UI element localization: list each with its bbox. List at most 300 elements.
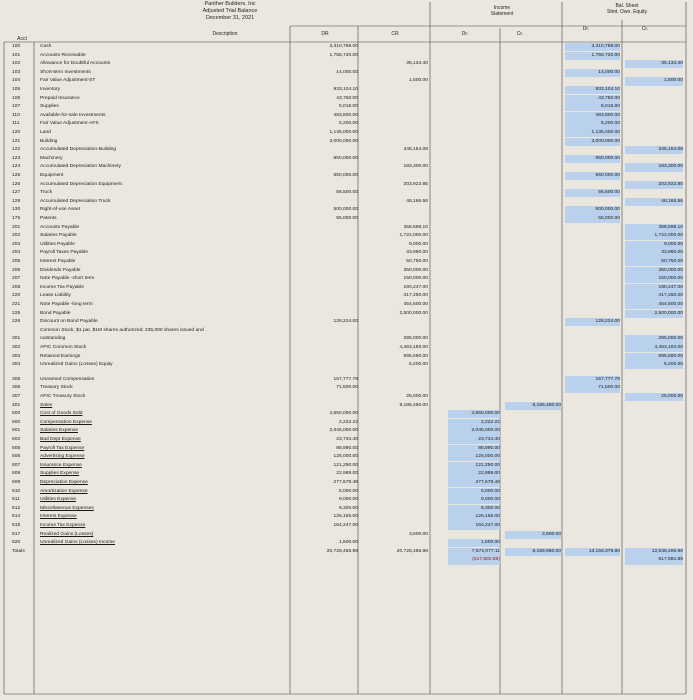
cell-cr: 1,500.00 (408, 78, 428, 84)
cell-bscr: 35,134.40 (625, 60, 683, 68)
table-row (0, 410, 693, 418)
cell-dr: 2,222.22 (338, 419, 358, 425)
cell-desc: Patents (40, 216, 57, 221)
report-date: December 31, 2021 (205, 15, 255, 21)
cell-acct: 301 (12, 336, 21, 342)
table-row (0, 275, 693, 283)
cell-bscr: 12,538,496.98 (625, 548, 683, 556)
table-row (0, 445, 693, 453)
table-row (0, 172, 693, 180)
cell-acct: 610 (12, 488, 21, 494)
cell-acct: 101 (12, 52, 21, 58)
cell-acct: 208 (12, 284, 21, 290)
cell-desc: Building (40, 138, 58, 144)
is-cr-column-header: Cr. (516, 31, 524, 37)
cell-dr: 3,000,000.00 (329, 138, 358, 144)
cell-cr: 5,200.00 (408, 362, 428, 368)
cell-cr: 3,500.00 (408, 531, 428, 537)
table-row (0, 52, 693, 60)
table-row (0, 436, 693, 444)
cell-bsdr: 5,200.00 (565, 120, 620, 128)
cell-acct: 104 (12, 78, 21, 84)
cell-desc: Bond Payable (40, 310, 71, 316)
cell-dr: 5,016.00 (338, 104, 358, 110)
cell-acct: 500 (12, 411, 21, 417)
cell-dr: 1,135,000.00 (329, 130, 358, 135)
cell-cr: 9,000.00 (408, 241, 428, 247)
cell-dr: 4,550,000.00 (329, 411, 358, 417)
table-row (0, 384, 693, 392)
cell-desc: Advertising Expense (40, 454, 85, 460)
cell-isdr: (617,882.89) (448, 556, 500, 564)
cell-iscr: 8,189,960.00 (505, 548, 561, 556)
table-row (0, 181, 693, 189)
table-row (0, 327, 693, 335)
cell-acct: 615 (12, 523, 21, 528)
cell-desc: Salaries Expense (40, 428, 79, 434)
cell-dr: 5,200.00 (338, 121, 358, 127)
cell-cr: 35,134.40 (406, 61, 428, 67)
cell-desc: Supplies (40, 104, 59, 110)
cell-cr: 4,463,193.00 (399, 345, 428, 350)
cell-dr: 1,500.00 (338, 540, 358, 546)
table-row (0, 112, 693, 120)
cell-desc: Equipment (40, 173, 64, 178)
table-row (0, 163, 693, 171)
cell-acct: 305 (12, 376, 21, 382)
cell-acct: 617 (12, 531, 21, 537)
cell-desc: Accumulated Depreciation Equipment (40, 181, 122, 187)
cell-desc: APIC Common Stock (40, 345, 87, 350)
cell-acct: 611 (12, 497, 20, 503)
cell-acct: 401 (12, 402, 21, 408)
cell-bsdr: 1,756,720.00 (565, 52, 620, 60)
cell-desc: Compensation Expense (40, 419, 92, 425)
cell-cr: 183,300.00 (403, 164, 428, 170)
table-row (0, 361, 693, 369)
cell-desc: Supplies Expense (40, 471, 80, 477)
table-row (0, 224, 693, 232)
table-row (0, 470, 693, 478)
cell-dr: 9,300.00 (338, 505, 358, 511)
cell-cr: 358,598.10 (403, 224, 428, 230)
table-row (0, 284, 693, 292)
cell-isdr: 9,000.00 (448, 496, 500, 504)
table-row (0, 155, 693, 163)
cell-acct: 122 (12, 147, 21, 153)
table-row (0, 419, 693, 427)
cell-dr: 55,000.00 (336, 216, 358, 221)
cell-dr: 121,250.00 (333, 462, 358, 468)
cell-desc: Salaries Payable (40, 233, 77, 239)
cell-acct: 100 (12, 44, 21, 49)
cell-acct: 123 (12, 155, 21, 161)
table-row (0, 241, 693, 249)
cell-cr: 346,154.08 (403, 147, 428, 153)
cell-desc: Utilities Expense (40, 497, 77, 503)
cell-acct: 128 (12, 198, 21, 204)
table-row (0, 69, 693, 77)
cell-cr: 25,000.00 (406, 394, 428, 399)
cell-dr: 56,500.00 (336, 190, 358, 196)
cell-acct: 207 (12, 276, 21, 282)
cell-desc: Payroll Taxes Payable (40, 250, 89, 256)
table-row (0, 249, 693, 257)
table-row (0, 60, 693, 68)
cell-dr: 43,750.00 (336, 95, 358, 101)
cell-bscr: 454,500.00 (625, 301, 683, 309)
cell-isdr: 125,000.00 (448, 453, 500, 461)
cell-desc: Land (40, 130, 51, 135)
table-row (0, 548, 693, 556)
report-header (170, 1, 290, 22)
cell-cr: 190,247.00 (403, 284, 428, 290)
table-row (0, 189, 693, 197)
cell-desc: Interest Expense (40, 514, 77, 520)
table-row (0, 77, 693, 85)
cell-isdr: 7,572,077.11 (448, 548, 500, 556)
cell-bsdr: 43,750.00 (565, 95, 620, 103)
cell-dr: 125,000.00 (333, 454, 358, 460)
cell-cr: 417,250.00 (403, 293, 428, 299)
table-row (0, 344, 693, 352)
cell-bsdr: 56,500.00 (565, 189, 620, 197)
cell-desc: Treasury Stock (40, 385, 73, 391)
cell-bscr: 695,590.00 (625, 353, 683, 361)
cell-desc: Available-for-sale Investments (40, 112, 106, 118)
cell-bscr: 48,166.56 (625, 198, 683, 206)
cell-bscr: 33,990.00 (625, 249, 683, 257)
cell-acct: 107 (12, 104, 21, 110)
cell-acct: 201 (12, 224, 21, 230)
cell-bsdr: 13,156,379.88 (565, 548, 620, 556)
cell-desc: Inventory (40, 87, 61, 92)
cell-dr: 88,990.00 (336, 445, 358, 451)
cell-acct: 175 (12, 216, 21, 221)
cell-acct: 125 (12, 173, 21, 178)
is-dr-column-header: Dr. (461, 31, 469, 37)
cell-isdr: 5,000.00 (448, 488, 500, 496)
cell-dr: 650,000.00 (333, 173, 358, 178)
table-row (0, 539, 693, 547)
cell-isdr: 164,247.00 (448, 522, 500, 530)
cell-desc: outstanding (40, 336, 66, 342)
table-row (0, 292, 693, 300)
cell-acct: 105 (12, 87, 21, 92)
table-row (0, 86, 693, 94)
table-row (0, 318, 693, 326)
cell-desc: Amortization Expense (40, 488, 88, 494)
cell-desc: Accumulated Depreciation Truck (40, 198, 111, 204)
cell-isdr: 22,989.00 (448, 470, 500, 478)
cell-bsdr: 55,000.00 (565, 215, 620, 223)
cell-desc: Fair Value Adjustment-ST (40, 78, 96, 84)
cell-isdr: 2,222.22 (448, 419, 500, 427)
cell-bscr: 358,598.10 (625, 224, 683, 232)
cell-desc: Income Tax Payable (40, 284, 84, 290)
cell-isdr: 126,165.00 (448, 513, 500, 521)
cell-bsdr: 71,500.00 (565, 384, 620, 392)
cell-desc: Insurance Expense (40, 462, 82, 468)
cell-acct: 130 (12, 207, 21, 213)
cell-bscr: 1,722,000.00 (625, 232, 683, 240)
table-row (0, 310, 693, 318)
cell-acct: 606 (12, 454, 21, 460)
table-row (0, 95, 693, 103)
cell-desc: Allowance for Doubtful Accounts (40, 61, 111, 67)
cell-acct: 620 (12, 540, 21, 546)
cell-acct: 614 (12, 514, 21, 520)
table-row (0, 103, 693, 111)
cell-bsdr: 14,000.00 (565, 69, 620, 77)
cell-acct: 302 (12, 345, 21, 350)
table-row (0, 393, 693, 401)
cell-acct: Totals (12, 548, 25, 554)
report-title: Adjusted Trial Balance (202, 8, 258, 14)
table-row (0, 146, 693, 154)
cell-desc: Accounts Payable (40, 224, 80, 230)
cell-desc: Payroll Tax Expense (40, 445, 85, 451)
cell-acct: 206 (12, 267, 21, 273)
cell-bscr: 203,923.85 (625, 181, 683, 189)
table-row (0, 427, 693, 435)
table-row (0, 335, 693, 343)
cell-isdr: 88,990.00 (448, 445, 500, 453)
cell-acct: 226 (12, 319, 21, 325)
cell-acct: 306 (12, 385, 21, 391)
cell-cr: 350,000.00 (403, 267, 428, 273)
cell-bscr: 350,000.00 (625, 267, 683, 275)
cell-desc: Truck (40, 190, 53, 196)
cell-dr: 126,165.00 (333, 514, 358, 520)
cell-desc: Unrealized Gains (Losses) Income (40, 540, 116, 546)
cell-dr: 500,000.00 (333, 207, 358, 213)
cell-cr: 33,990.00 (406, 250, 428, 256)
acct-column-header: Acct (17, 36, 27, 42)
table-row (0, 120, 693, 128)
table-row (0, 522, 693, 530)
cell-acct: 220 (12, 293, 21, 299)
cell-bsdr: 157,777.78 (565, 376, 620, 384)
description-column-header: Description (212, 31, 238, 37)
cell-cr: 2,500,000.00 (399, 310, 428, 316)
cell-bscr: 190,247.00 (625, 284, 683, 292)
cell-isdr: 277,679.48 (448, 479, 500, 487)
cell-bscr: 295,000.00 (625, 335, 683, 343)
table-row (0, 513, 693, 521)
cell-desc: Interest Payable (40, 259, 76, 264)
cell-bscr: 1,500.00 (625, 77, 683, 85)
cell-bsdr: 3,310,788.00 (565, 43, 620, 51)
cell-dr: 71,500.00 (336, 385, 358, 391)
table-row (0, 215, 693, 223)
cell-desc: APIC Treasury Stock (40, 394, 86, 399)
cell-iscr: 8,186,460.00 (505, 402, 561, 410)
cell-dr: 3,310,788.00 (329, 44, 358, 49)
cell-cr: 695,590.00 (403, 353, 428, 359)
cell-bscr: 346,154.08 (625, 146, 683, 154)
cell-acct: 121 (12, 138, 21, 144)
cell-bscr: 25,000.00 (625, 393, 683, 401)
cell-bscr: 9,000.00 (625, 241, 683, 249)
cell-dr: 157,777.78 (333, 376, 358, 382)
cell-dr: 22,989.00 (336, 471, 358, 477)
cell-bsdr: 5,016.00 (565, 103, 620, 111)
company-name: Panther Builders, Inc (204, 1, 256, 7)
table-row (0, 488, 693, 496)
cell-acct: 127 (12, 190, 21, 196)
cell-dr: 14,000.00 (336, 69, 358, 75)
table-row (0, 138, 693, 146)
cell-cr: 454,500.00 (403, 302, 428, 307)
cell-acct: 225 (12, 310, 21, 316)
table-row (0, 129, 693, 137)
cell-desc: Utilities Payable (40, 241, 75, 247)
cell-desc: Cash (40, 44, 52, 49)
cell-desc: Accumulated Depreciation-Building (40, 147, 117, 153)
cell-desc: Note Payable -long term (40, 302, 93, 307)
cell-desc: Miscellaneous Expenses (40, 505, 94, 511)
cell-bscr: 417,250.00 (625, 292, 683, 300)
cell-bsdr: 1,135,000.00 (565, 129, 620, 137)
cell-dr: 2,045,000.00 (329, 428, 358, 434)
cell-cr: 8,186,460.00 (399, 402, 428, 408)
cell-desc: Accumulated Depreciation Machinery (40, 164, 122, 170)
cell-bsdr: 128,224.00 (565, 318, 620, 326)
cell-desc: Retained Earnings (40, 353, 81, 359)
table-row (0, 496, 693, 504)
cell-isdr: 9,300.00 (448, 505, 500, 513)
cell-dr: 23,734.40 (336, 437, 358, 442)
cell-acct: 601 (12, 428, 21, 434)
cell-cr: 150,000.00 (403, 276, 428, 282)
cell-cr: 295,000.00 (403, 336, 428, 342)
table-row (0, 462, 693, 470)
cell-desc: Realized Gains (Losses) (40, 531, 94, 537)
cell-bscr: 183,300.00 (625, 163, 683, 171)
cell-acct: 602 (12, 437, 21, 442)
cell-desc: Machinery (40, 155, 63, 161)
cell-acct: 221 (12, 302, 21, 307)
cell-desc: Bad Dept Expense (40, 437, 81, 442)
cell-desc: Discount on Bond Payable (40, 319, 98, 325)
cell-acct: 204 (12, 250, 21, 256)
cell-dr: 164,247.00 (333, 523, 358, 528)
cell-bscr: 150,000.00 (625, 275, 683, 283)
cell-isdr: 1,500.00 (448, 539, 500, 547)
cell-desc: Accounts Receivable (40, 52, 86, 58)
table-row (0, 353, 693, 361)
cell-desc: Lease Liability (40, 293, 71, 299)
cell-bsdr: 500,000.00 (565, 206, 620, 214)
cell-acct: 612 (12, 505, 21, 511)
cell-acct: 600 (12, 419, 21, 425)
cell-acct: 111 (12, 121, 20, 127)
cell-acct: 203 (12, 241, 21, 247)
cell-cr: 50,750.00 (406, 259, 428, 264)
cell-cr: 20,728,456.98 (396, 548, 428, 554)
cell-cr: 203,923.85 (403, 181, 428, 187)
table-row (0, 206, 693, 214)
cell-bsdr: 850,000.00 (565, 155, 620, 163)
cell-acct: 609 (12, 480, 21, 485)
table-row (0, 556, 693, 564)
cell-dr: 9,000.00 (338, 497, 358, 503)
income-statement-header: Income Statement (490, 5, 514, 17)
cell-desc: Right-of-use Asset (40, 207, 80, 213)
cell-bsdr: 650,000.00 (565, 172, 620, 180)
cell-acct: 205 (12, 259, 21, 264)
cell-desc: Common Stock, $1 par, $1M shares authorized; 235,000 shares issued and (40, 327, 204, 333)
table-row (0, 479, 693, 487)
cell-acct: 307 (12, 394, 21, 399)
cell-bsdr: 483,800.00 (565, 112, 620, 120)
cell-desc: Cost of Goods Sold (40, 411, 83, 417)
cell-dr: 483,800.00 (333, 112, 358, 118)
cell-dr: 5,000.00 (338, 488, 358, 494)
table-row (0, 301, 693, 309)
cell-cr: 48,166.56 (406, 198, 428, 204)
cell-iscr: 3,500.00 (505, 531, 561, 539)
table-row (0, 43, 693, 51)
cell-acct: 120 (12, 130, 21, 135)
cell-desc: Fair Value Adjustment-AFS (40, 121, 99, 127)
cell-bscr: 4,463,193.00 (625, 344, 683, 352)
cell-bscr: 617,882.89 (625, 556, 683, 564)
cell-desc: Unrealized Gains (Losses) Equity (40, 362, 113, 368)
table-row (0, 453, 693, 461)
dr-column-header: DR (321, 31, 329, 37)
table-row (0, 505, 693, 513)
cell-dr: 850,000.00 (333, 155, 358, 161)
cell-desc: Note Payable -short term (40, 276, 95, 282)
table-row (0, 198, 693, 206)
cell-desc: Prepaid Insurance (40, 95, 80, 101)
cell-isdr: 121,250.00 (448, 462, 500, 470)
cell-bscr: 50,750.00 (625, 258, 683, 266)
cell-acct: 124 (12, 164, 21, 170)
balance-sheet-header: Bal. Sheet Stmt. Own. Equity (606, 3, 647, 15)
cell-acct: 202 (12, 233, 21, 239)
cell-cr: 1,722,000.00 (399, 233, 428, 239)
cell-acct: 304 (12, 362, 21, 368)
cell-desc: Unearned Compensation (40, 376, 95, 382)
table-row (0, 531, 693, 539)
cell-acct: 605 (12, 445, 21, 451)
cell-acct: 607 (12, 462, 21, 468)
bs-cr-column-header: Cr. (641, 26, 649, 32)
cell-acct: 103 (12, 69, 21, 75)
cell-bsdr: 3,000,000.00 (565, 138, 620, 146)
cell-dr: 128,224.00 (333, 319, 358, 325)
cell-isdr: 2,045,000.00 (448, 427, 500, 435)
cell-acct: 110 (12, 112, 20, 118)
cell-acct: 608 (12, 471, 21, 477)
cell-acct: 126 (12, 181, 21, 187)
cell-desc: Income Tax Expense (40, 523, 86, 528)
cell-acct: 106 (12, 95, 21, 101)
cell-dr: 20,728,456.98 (326, 548, 358, 554)
cell-desc: Short-term Investments (40, 69, 91, 75)
cell-acct: 303 (12, 353, 21, 359)
table-row (0, 376, 693, 384)
cr-column-header: CR (391, 31, 399, 37)
cell-desc: Depreciation Expense (40, 480, 88, 485)
cell-acct: 102 (12, 61, 21, 67)
cell-dr: 933,104.10 (333, 87, 358, 92)
cell-dr: 277,679.48 (333, 480, 358, 485)
cell-dr: 1,756,720.00 (329, 52, 358, 58)
